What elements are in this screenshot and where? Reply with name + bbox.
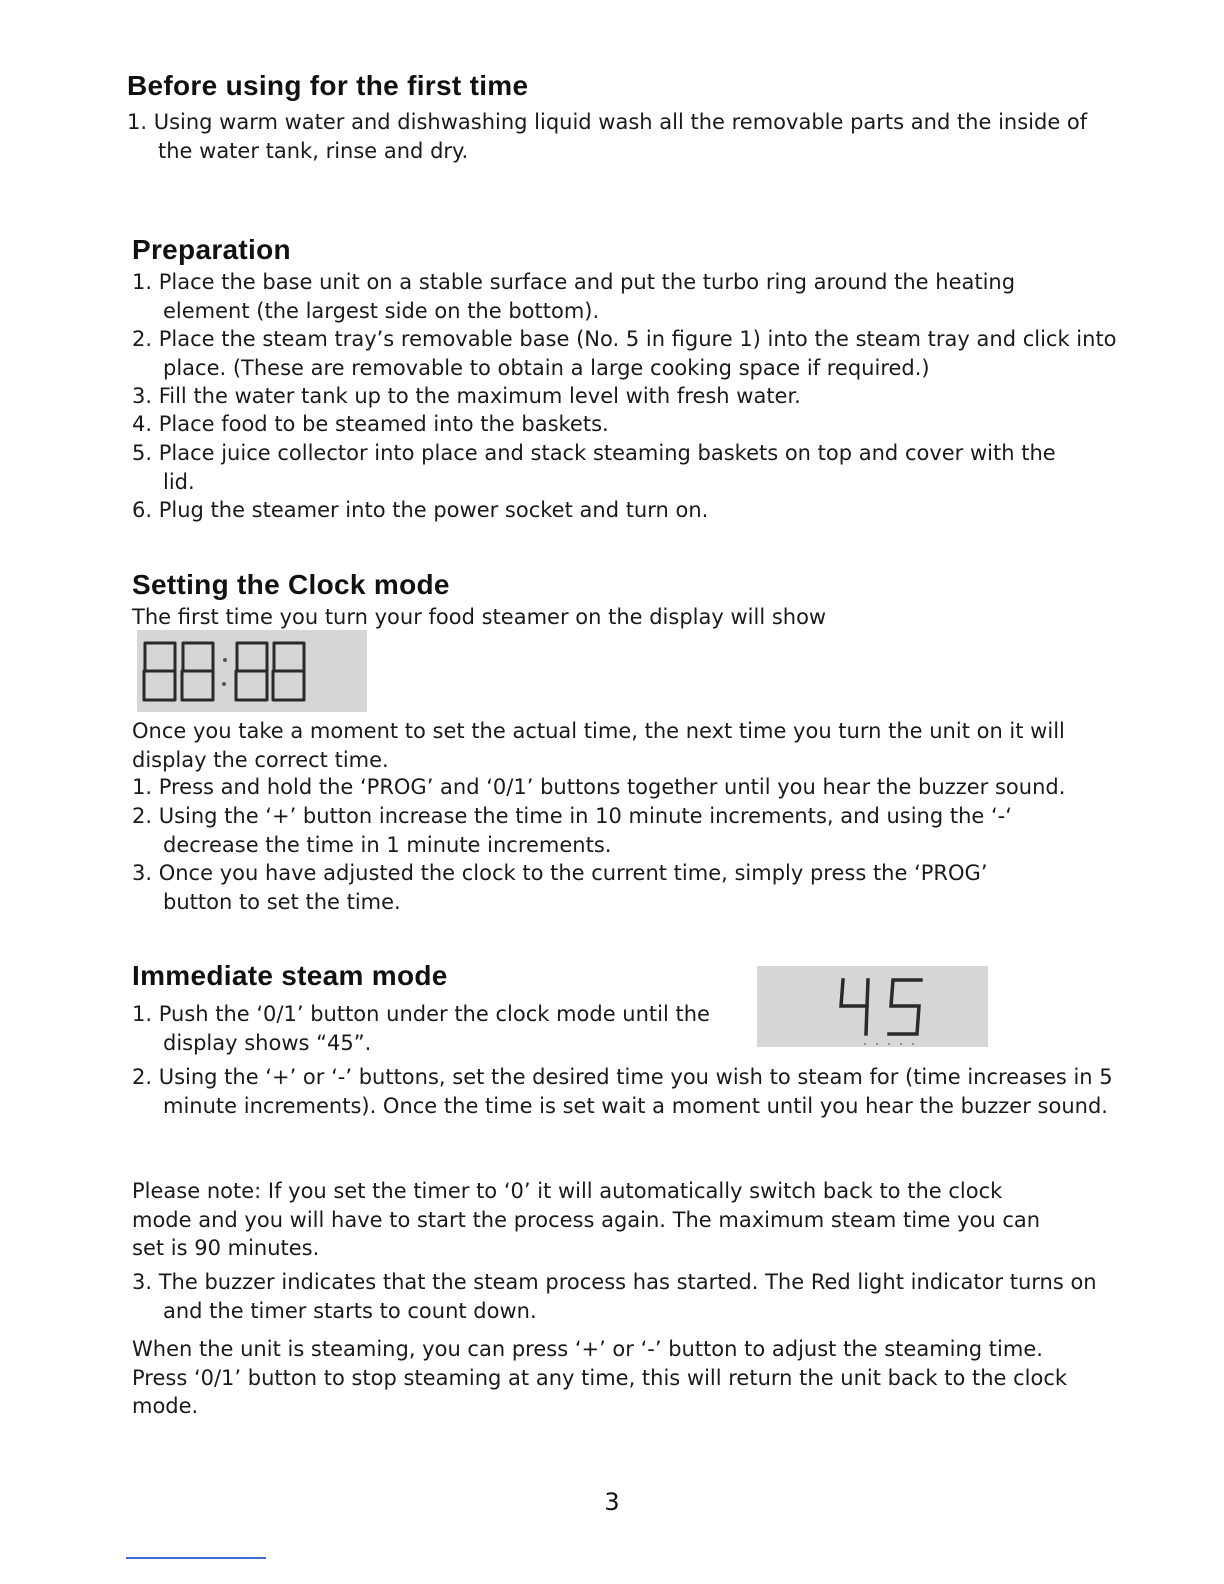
clock-mode-step-3: 3. Once you have adjusted the clock to the current time, simply press the ‘PROG’ button to set the time. [132,861,988,914]
steam-mode-step-2: 2. Using the ‘+’ or ‘-’ buttons, set the desired time you wish to steam for (time increases in 5 minute increments). Once the time is set wait a moment until you hear the buzzer sound. [132,1065,1113,1118]
clock-mode-after-display: Once you take a moment to set the actual time, the next time you turn the unit on it will display the correct time. [132,719,1065,772]
clock-mode-step-1: 1. Press and hold the ‘PROG’ and ‘0/1’ buttons together until you hear the buzzer sound. [132,775,1066,799]
heading-clock-mode: Setting the Clock mode [132,569,450,600]
clock-mode-intro: The first time you turn your food steamer on the display will show [132,605,827,629]
heading-steam-mode: Immediate steam mode [132,960,448,991]
first-use-step-1: 1. Using warm water and dishwashing liquid wash all the removable parts and the inside of the water tank, rinse and dry. [127,110,1088,163]
preparation-step-5: 5. Place juice collector into place and stack steaming baskets on top and cover with the lid. [132,441,1056,494]
preparation-step-2: 2. Place the steam tray’s removable base (No. 5 in figure 1) into the steam tray and click into place. (These are removable to obtain a large cooking space if required.) [132,327,1117,380]
steam-mode-note: Please note: If you set the timer to ‘0’ it will automatically switch back to the clock mode and you will have to start the process again. The maximum steam time you can set is 90 minutes. [132,1179,1041,1260]
preparation-step-4: 4. Place food to be steamed into the baskets. [132,412,609,436]
steam-mode-closing: When the unit is steaming, you can press ‘+’ or ‘-’ button to adjust the steaming time. Press ‘0/1’ button to stop steaming at any time, this will return the unit back to the clock mode. [132,1337,1068,1418]
heading-preparation: Preparation [132,234,291,265]
preparation-step-3: 3. Fill the water tank up to the maximum level with fresh water. [132,384,801,408]
heading-first-use: Before using for the first time [127,70,529,101]
steam-display-image [757,966,988,1047]
preparation-step-1: 1. Place the base unit on a stable surface and put the turbo ring around the heating element (the largest side on the bottom). [132,270,1016,323]
preparation-step-6: 6. Plug the steamer into the power socket and turn on. [132,498,709,522]
page-number: 3 [604,1488,620,1516]
steam-mode-step-3: 3. The buzzer indicates that the steam process has started. The Red light indicator turns on and the timer starts to count down. [132,1270,1097,1323]
footer-rule [126,1557,266,1559]
clock-mode-step-2: 2. Using the ‘+’ button increase the time in 10 minute increments, and using the ‘-‘ decrease the time in 1 minute increments. [132,804,1012,857]
clock-display-image [137,630,367,712]
steam-mode-step-1: 1. Push the ‘0/1’ button under the clock mode until the display shows “45”. [132,1002,710,1055]
